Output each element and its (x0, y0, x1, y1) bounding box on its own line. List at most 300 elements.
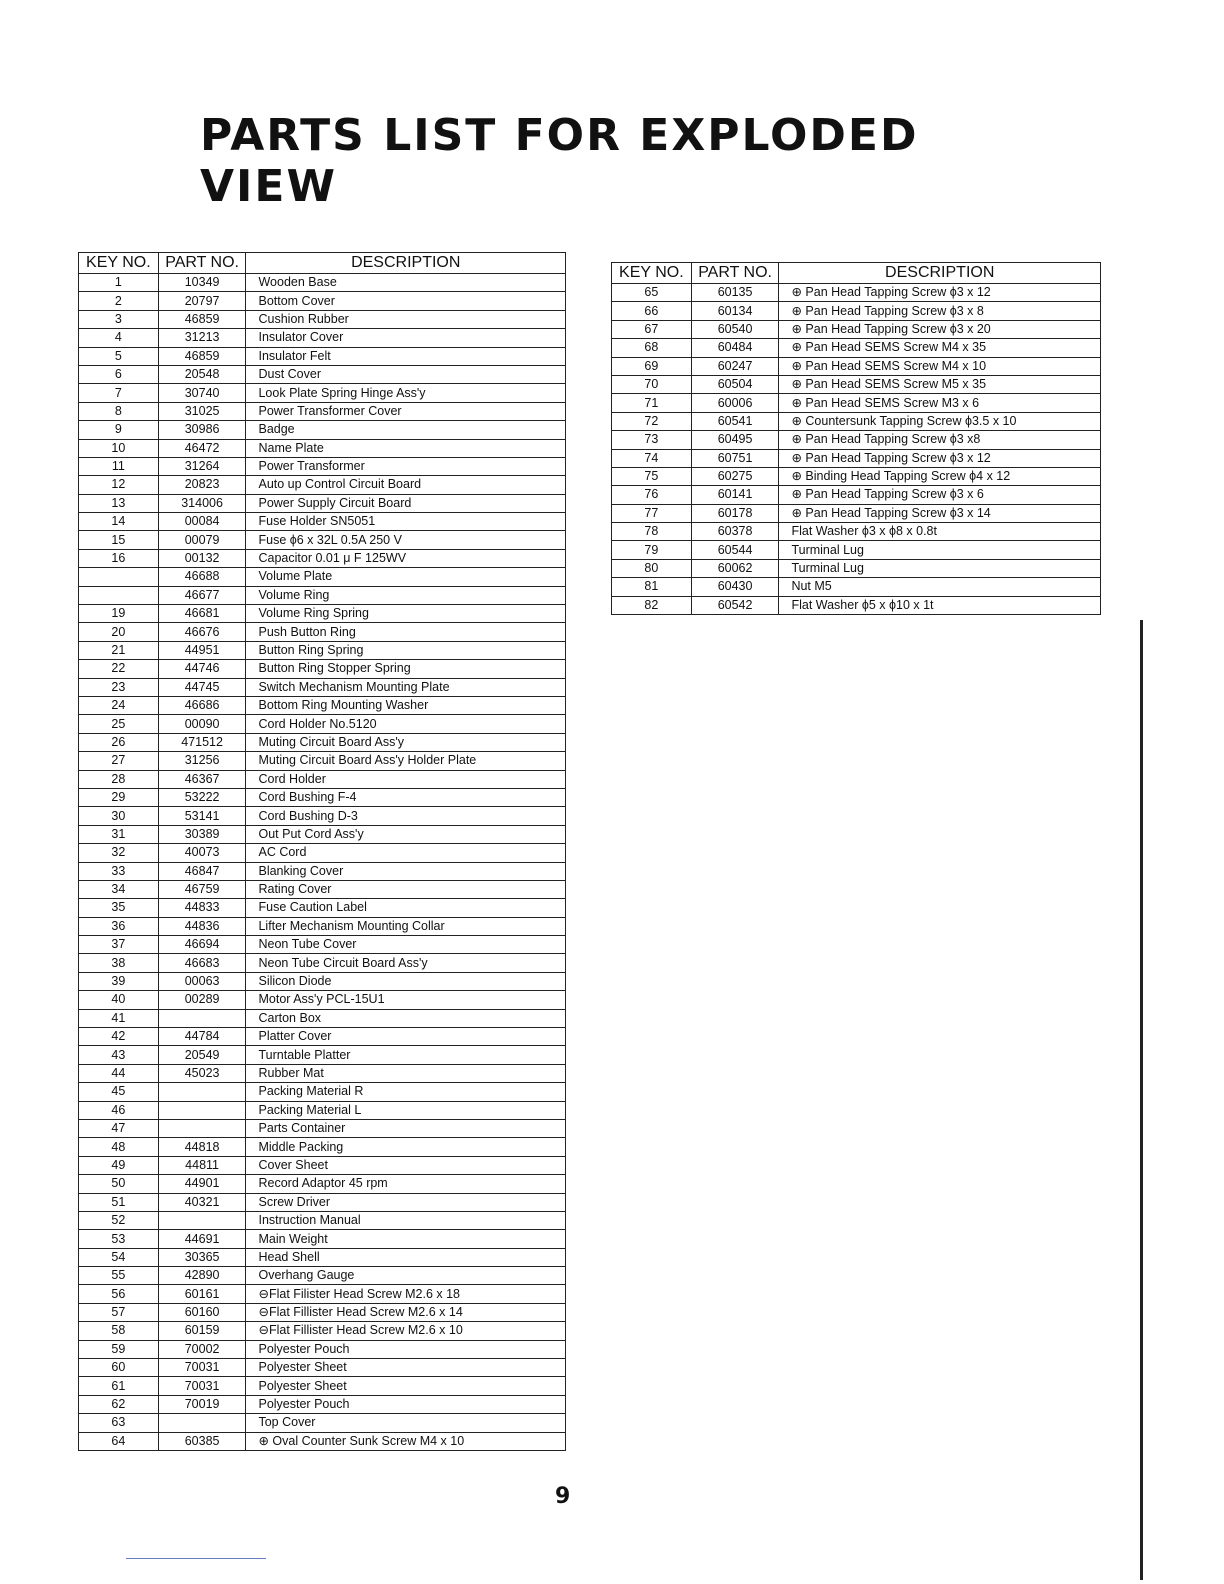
key-no-cell: 22 (79, 660, 159, 678)
part-no-cell: 70019 (158, 1395, 246, 1413)
description-cell: Overhang Gauge (246, 1267, 566, 1285)
table-row (79, 678, 566, 696)
part-no-cell: 44951 (158, 641, 246, 659)
key-no-cell: 57 (79, 1303, 159, 1321)
part-no-header: PART NO. (158, 253, 246, 274)
key-no-cell: 8 (79, 402, 159, 420)
description-cell: ⊕ Pan Head SEMS Screw M4 x 35 (779, 339, 1101, 357)
table-row (79, 1248, 566, 1266)
description-cell: ⊕ Pan Head SEMS Screw M5 x 35 (779, 375, 1101, 393)
table-header-row (79, 253, 566, 274)
part-no-cell: 60430 (691, 578, 779, 596)
key-no-cell: 32 (79, 844, 159, 862)
description-cell: Screw Driver (246, 1193, 566, 1211)
table-row (79, 1230, 566, 1248)
description-cell: Turminal Lug (779, 559, 1101, 577)
key-no-cell: 74 (612, 449, 692, 467)
table-row (79, 1395, 566, 1413)
part-no-cell: 44745 (158, 678, 246, 696)
key-no-cell: 35 (79, 899, 159, 917)
part-no-cell: 31264 (158, 457, 246, 475)
table-row (79, 1322, 566, 1340)
key-no-cell: 77 (612, 504, 692, 522)
description-cell: Auto up Control Circuit Board (246, 476, 566, 494)
key-no-cell: 41 (79, 1009, 159, 1027)
key-no-cell: 25 (79, 715, 159, 733)
description-cell: Cord Bushing F-4 (246, 788, 566, 806)
key-no-cell: 76 (612, 486, 692, 504)
key-no-cell: 49 (79, 1156, 159, 1174)
description-cell: Dust Cover (246, 365, 566, 383)
key-no-cell: 62 (79, 1395, 159, 1413)
part-no-cell: 30389 (158, 825, 246, 843)
description-cell: Rating Cover (246, 880, 566, 898)
table-row (79, 825, 566, 843)
key-no-cell: 28 (79, 770, 159, 788)
key-no-cell: 55 (79, 1267, 159, 1285)
description-cell: Parts Container (246, 1119, 566, 1137)
table-row (79, 696, 566, 714)
key-no-cell: 75 (612, 467, 692, 485)
part-no-cell: 44746 (158, 660, 246, 678)
table-row (79, 549, 566, 567)
part-no-cell: 46847 (158, 862, 246, 880)
description-cell: Neon Tube Cover (246, 936, 566, 954)
key-no-cell: 71 (612, 394, 692, 412)
table-row (79, 457, 566, 475)
key-no-cell: 21 (79, 641, 159, 659)
part-no-cell: 60141 (691, 486, 779, 504)
key-no-cell: 69 (612, 357, 692, 375)
footer-rule (126, 1558, 266, 1559)
table-row (79, 1193, 566, 1211)
description-cell: ⊖Flat Filister Head Screw M2.6 x 18 (246, 1285, 566, 1303)
part-no-header: PART NO. (691, 263, 779, 284)
key-no-cell: 36 (79, 917, 159, 935)
part-no-cell: 53141 (158, 807, 246, 825)
part-no-cell: 60134 (691, 302, 779, 320)
part-no-cell: 60541 (691, 412, 779, 430)
part-no-cell: 00063 (158, 972, 246, 990)
table-row (79, 641, 566, 659)
part-no-cell (158, 1211, 246, 1229)
table-row (79, 1101, 566, 1119)
description-header: DESCRIPTION (246, 253, 566, 274)
key-no-cell: 60 (79, 1359, 159, 1377)
table-row (79, 329, 566, 347)
key-no-cell: 40 (79, 991, 159, 1009)
table-row (79, 384, 566, 402)
table-row (79, 844, 566, 862)
part-no-cell: 46676 (158, 623, 246, 641)
key-no-cell: 67 (612, 320, 692, 338)
key-no-cell: 56 (79, 1285, 159, 1303)
part-no-cell (158, 1414, 246, 1432)
description-cell: Neon Tube Circuit Board Ass'y (246, 954, 566, 972)
part-no-cell: 46367 (158, 770, 246, 788)
part-no-cell: 44811 (158, 1156, 246, 1174)
part-no-cell: 60385 (158, 1432, 246, 1450)
description-cell: Push Button Ring (246, 623, 566, 641)
description-cell: Muting Circuit Board Ass'y (246, 733, 566, 751)
description-cell: Fuse Caution Label (246, 899, 566, 917)
table-row (612, 504, 1101, 522)
table-row (79, 1432, 566, 1450)
key-no-cell: 65 (612, 284, 692, 302)
parts-table-right (611, 262, 1101, 615)
table-row (79, 274, 566, 292)
key-no-cell: 27 (79, 752, 159, 770)
key-no-cell: 24 (79, 696, 159, 714)
part-no-cell: 44901 (158, 1175, 246, 1193)
table-row (79, 476, 566, 494)
part-no-cell: 60160 (158, 1303, 246, 1321)
part-no-cell: 60159 (158, 1322, 246, 1340)
description-cell: Flat Washer ϕ3 x ϕ8 x 0.8t (779, 523, 1101, 541)
part-no-cell: 40073 (158, 844, 246, 862)
description-cell: Cushion Rubber (246, 310, 566, 328)
key-no-cell: 59 (79, 1340, 159, 1358)
key-no-cell: 19 (79, 605, 159, 623)
description-cell: ⊕ Pan Head Tapping Screw ϕ3 x8 (779, 431, 1101, 449)
description-cell: ⊕ Oval Counter Sunk Screw M4 x 10 (246, 1432, 566, 1450)
description-cell: ⊕ Pan Head SEMS Screw M3 x 6 (779, 394, 1101, 412)
table-row (612, 412, 1101, 430)
table-row (612, 284, 1101, 302)
parts-table-left (78, 252, 566, 1451)
description-cell: Polyester Sheet (246, 1377, 566, 1395)
key-no-cell: 80 (612, 559, 692, 577)
description-cell: Power Supply Circuit Board (246, 494, 566, 512)
key-no-cell: 72 (612, 412, 692, 430)
key-no-cell: 70 (612, 375, 692, 393)
part-no-cell (158, 1083, 246, 1101)
part-no-cell (158, 1009, 246, 1027)
key-no-cell: 13 (79, 494, 159, 512)
key-no-cell: 5 (79, 347, 159, 365)
description-cell: Turminal Lug (779, 541, 1101, 559)
description-cell: Fuse Holder SN5051 (246, 513, 566, 531)
key-no-cell: 63 (79, 1414, 159, 1432)
table-row (79, 310, 566, 328)
table-row (612, 394, 1101, 412)
key-no-cell: 11 (79, 457, 159, 475)
description-cell: Motor Ass'y PCL-15U1 (246, 991, 566, 1009)
description-cell: Carton Box (246, 1009, 566, 1027)
description-cell: ⊕ Countersunk Tapping Screw ϕ3.5 x 10 (779, 412, 1101, 430)
table-row (79, 733, 566, 751)
table-row (79, 1156, 566, 1174)
key-no-cell: 14 (79, 513, 159, 531)
description-cell: Out Put Cord Ass'y (246, 825, 566, 843)
part-no-cell: 46694 (158, 936, 246, 954)
description-cell: Volume Ring Spring (246, 605, 566, 623)
table-row (79, 880, 566, 898)
description-cell: Wooden Base (246, 274, 566, 292)
table-header-row (612, 263, 1101, 284)
part-no-cell: 30740 (158, 384, 246, 402)
part-no-cell: 31213 (158, 329, 246, 347)
description-cell: ⊖Flat Fillister Head Screw M2.6 x 10 (246, 1322, 566, 1340)
table-row (79, 494, 566, 512)
key-no-cell: 53 (79, 1230, 159, 1248)
table-row (79, 807, 566, 825)
part-no-cell: 10349 (158, 274, 246, 292)
part-no-cell: 60247 (691, 357, 779, 375)
key-no-header: KEY NO. (612, 263, 692, 284)
description-cell: Switch Mechanism Mounting Plate (246, 678, 566, 696)
table-row (79, 1064, 566, 1082)
table-row (612, 449, 1101, 467)
table-row (612, 375, 1101, 393)
part-no-cell: 53222 (158, 788, 246, 806)
description-cell: Platter Cover (246, 1028, 566, 1046)
table-row (79, 899, 566, 917)
table-row (79, 365, 566, 383)
key-no-cell: 58 (79, 1322, 159, 1340)
description-cell: ⊕ Pan Head Tapping Screw ϕ3 x 8 (779, 302, 1101, 320)
key-no-cell: 9 (79, 421, 159, 439)
description-cell: Rubber Mat (246, 1064, 566, 1082)
key-no-cell: 73 (612, 431, 692, 449)
description-cell: Cover Sheet (246, 1156, 566, 1174)
table-row (79, 715, 566, 733)
table-row (612, 523, 1101, 541)
description-cell: Cord Holder (246, 770, 566, 788)
table-row (79, 1267, 566, 1285)
part-no-cell: 00289 (158, 991, 246, 1009)
table-row (79, 439, 566, 457)
key-no-cell: 33 (79, 862, 159, 880)
description-cell: Blanking Cover (246, 862, 566, 880)
description-cell: Flat Washer ϕ5 x ϕ10 x 1t (779, 596, 1101, 614)
table-row (79, 1377, 566, 1395)
key-no-cell: 34 (79, 880, 159, 898)
table-row (79, 1175, 566, 1193)
table-row (79, 1359, 566, 1377)
description-cell: Bottom Cover (246, 292, 566, 310)
key-no-cell: 6 (79, 365, 159, 383)
table-row (612, 302, 1101, 320)
key-no-cell: 68 (612, 339, 692, 357)
table-row (79, 936, 566, 954)
part-no-cell: 30365 (158, 1248, 246, 1266)
key-no-cell: 52 (79, 1211, 159, 1229)
description-cell: Name Plate (246, 439, 566, 457)
part-no-cell: 44818 (158, 1138, 246, 1156)
key-no-cell: 37 (79, 936, 159, 954)
table-row (79, 605, 566, 623)
description-cell: Main Weight (246, 1230, 566, 1248)
description-cell: Capacitor 0.01 μ F 125WV (246, 549, 566, 567)
description-cell: ⊖Flat Fillister Head Screw M2.6 x 14 (246, 1303, 566, 1321)
part-no-cell: 20797 (158, 292, 246, 310)
description-cell: Insulator Felt (246, 347, 566, 365)
description-cell: Volume Plate (246, 568, 566, 586)
key-no-cell: 10 (79, 439, 159, 457)
scan-edge-line (1140, 620, 1143, 1580)
key-no-cell: 54 (79, 1248, 159, 1266)
table-row (612, 541, 1101, 559)
table-row (79, 292, 566, 310)
key-no-cell: 81 (612, 578, 692, 596)
key-no-cell: 23 (79, 678, 159, 696)
key-no-cell: 4 (79, 329, 159, 347)
part-no-cell: 60062 (691, 559, 779, 577)
table-row (79, 1414, 566, 1432)
part-no-cell: 471512 (158, 733, 246, 751)
part-no-cell: 70002 (158, 1340, 246, 1358)
table-row (79, 623, 566, 641)
description-cell: Head Shell (246, 1248, 566, 1266)
key-no-cell: 45 (79, 1083, 159, 1101)
table-row (79, 788, 566, 806)
table-row (79, 1028, 566, 1046)
description-cell: AC Cord (246, 844, 566, 862)
description-cell: Polyester Pouch (246, 1340, 566, 1358)
description-cell: ⊕ Binding Head Tapping Screw ϕ4 x 12 (779, 467, 1101, 485)
table-row (79, 1285, 566, 1303)
key-no-cell: 2 (79, 292, 159, 310)
description-cell: ⊕ Pan Head SEMS Screw M4 x 10 (779, 357, 1101, 375)
description-cell: Cord Holder No.5120 (246, 715, 566, 733)
description-cell: Volume Ring (246, 586, 566, 604)
description-cell: ⊕ Pan Head Tapping Screw ϕ3 x 12 (779, 449, 1101, 467)
table-row (612, 339, 1101, 357)
description-cell: Badge (246, 421, 566, 439)
table-row (79, 1340, 566, 1358)
description-cell: Instruction Manual (246, 1211, 566, 1229)
key-no-cell: 78 (612, 523, 692, 541)
part-no-cell (158, 1101, 246, 1119)
description-cell: Muting Circuit Board Ass'y Holder Plate (246, 752, 566, 770)
table-row (79, 586, 566, 604)
part-no-cell: 46759 (158, 880, 246, 898)
part-no-cell: 314006 (158, 494, 246, 512)
key-no-cell: 38 (79, 954, 159, 972)
key-no-cell: 26 (79, 733, 159, 751)
table-row (79, 402, 566, 420)
table-row (79, 1119, 566, 1137)
key-no-cell: 31 (79, 825, 159, 843)
description-cell: Packing Material R (246, 1083, 566, 1101)
part-no-cell: 30986 (158, 421, 246, 439)
part-no-cell: 20548 (158, 365, 246, 383)
parts-table-right-body (612, 284, 1101, 615)
description-cell: Turntable Platter (246, 1046, 566, 1064)
part-no-cell: 40321 (158, 1193, 246, 1211)
part-no-cell: 60378 (691, 523, 779, 541)
part-no-cell: 60542 (691, 596, 779, 614)
key-no-cell: 51 (79, 1193, 159, 1211)
description-cell: Silicon Diode (246, 972, 566, 990)
table-row (612, 320, 1101, 338)
table-row (79, 972, 566, 990)
part-no-cell: 60504 (691, 375, 779, 393)
table-row (79, 1046, 566, 1064)
table-row (79, 752, 566, 770)
page-number: 9 (555, 1484, 571, 1509)
table-row (79, 1009, 566, 1027)
key-no-cell: 20 (79, 623, 159, 641)
part-no-cell: 46859 (158, 347, 246, 365)
key-no-cell: 47 (79, 1119, 159, 1137)
description-cell: Record Adaptor 45 rpm (246, 1175, 566, 1193)
key-no-cell (79, 586, 159, 604)
part-no-cell: 20549 (158, 1046, 246, 1064)
part-no-cell: 44836 (158, 917, 246, 935)
table-row (79, 917, 566, 935)
part-no-cell: 60484 (691, 339, 779, 357)
part-no-cell: 44691 (158, 1230, 246, 1248)
key-no-cell: 1 (79, 274, 159, 292)
part-no-cell: 46688 (158, 568, 246, 586)
part-no-cell: 60135 (691, 284, 779, 302)
table-row (612, 559, 1101, 577)
description-cell: Polyester Pouch (246, 1395, 566, 1413)
key-no-cell: 64 (79, 1432, 159, 1450)
key-no-cell (79, 568, 159, 586)
part-no-cell: 46859 (158, 310, 246, 328)
part-no-cell: 31025 (158, 402, 246, 420)
description-cell: Fuse ϕ6 x 32L 0.5A 250 V (246, 531, 566, 549)
key-no-cell: 3 (79, 310, 159, 328)
table-row (79, 568, 566, 586)
part-no-cell: 46677 (158, 586, 246, 604)
table-row (612, 486, 1101, 504)
description-cell: Top Cover (246, 1414, 566, 1432)
description-cell: Middle Packing (246, 1138, 566, 1156)
description-cell: Power Transformer (246, 457, 566, 475)
table-row (79, 954, 566, 972)
table-row (79, 862, 566, 880)
description-cell: Insulator Cover (246, 329, 566, 347)
table-row (79, 513, 566, 531)
part-no-cell: 60540 (691, 320, 779, 338)
description-cell: Bottom Ring Mounting Washer (246, 696, 566, 714)
description-cell: ⊕ Pan Head Tapping Screw ϕ3 x 6 (779, 486, 1101, 504)
table-row (612, 431, 1101, 449)
part-no-cell: 70031 (158, 1377, 246, 1395)
key-no-cell: 46 (79, 1101, 159, 1119)
part-no-cell: 70031 (158, 1359, 246, 1377)
table-row (79, 347, 566, 365)
key-no-header: KEY NO. (79, 253, 159, 274)
part-no-cell: 00132 (158, 549, 246, 567)
key-no-cell: 79 (612, 541, 692, 559)
description-cell: Nut M5 (779, 578, 1101, 596)
description-cell: ⊕ Pan Head Tapping Screw ϕ3 x 14 (779, 504, 1101, 522)
key-no-cell: 30 (79, 807, 159, 825)
key-no-cell: 43 (79, 1046, 159, 1064)
table-row (612, 467, 1101, 485)
part-no-cell (158, 1119, 246, 1137)
table-row (612, 578, 1101, 596)
table-row (79, 660, 566, 678)
part-no-cell: 20823 (158, 476, 246, 494)
key-no-cell: 39 (79, 972, 159, 990)
part-no-cell: 60161 (158, 1285, 246, 1303)
part-no-cell: 60751 (691, 449, 779, 467)
parts-table-left-body (79, 274, 566, 1451)
table-row (79, 770, 566, 788)
description-cell: Look Plate Spring Hinge Ass'y (246, 384, 566, 402)
part-no-cell: 42890 (158, 1267, 246, 1285)
part-no-cell: 60275 (691, 467, 779, 485)
part-no-cell: 00084 (158, 513, 246, 531)
key-no-cell: 48 (79, 1138, 159, 1156)
part-no-cell: 46686 (158, 696, 246, 714)
